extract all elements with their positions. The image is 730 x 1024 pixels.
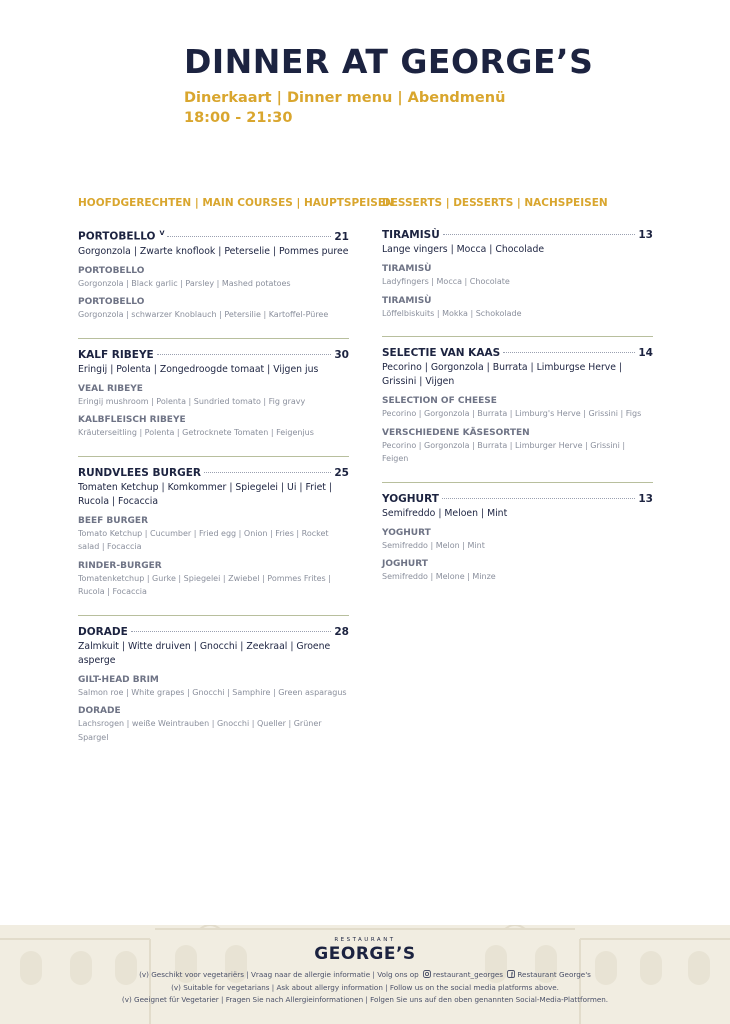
dish-name: KALF RIBEYE	[78, 348, 154, 361]
dish-price: 30	[334, 348, 349, 361]
dotted-leader	[442, 498, 636, 499]
dish-description-en: Salmon roe | White grapes | Gnocchi | Samphire | Green asparagus	[78, 687, 347, 697]
instagram-icon[interactable]	[423, 970, 431, 980]
dotted-leader	[443, 234, 636, 235]
dish-description-nl: Zalmkuit | Witte druiven | Gnocchi | Zeekraal | Groene asperge	[78, 640, 331, 666]
dish-name-en: BEEF BURGER	[78, 515, 149, 526]
logo-small-caption: RESTAURANT	[334, 937, 396, 943]
dish-price: 25	[334, 466, 349, 479]
dish-price: 28	[334, 625, 349, 638]
footer	[0, 925, 730, 1024]
menu-item	[78, 349, 349, 450]
dish-name-en: SELECTION OF CHEESE	[382, 396, 497, 406]
dish-description-en: Semifreddo | Melon | Mint	[382, 540, 485, 550]
dish-name: SELECTIE VAN KAAS	[382, 347, 501, 359]
footer-line-nl: (v) Geschikt voor vegetariërs | Vraag naar de allergie informatie | Volg ons op restaurant_georges Restaurant George's	[139, 970, 591, 979]
menu-item	[382, 229, 653, 330]
dish-description-nl: Eringij | Polenta | Zongedroogde tomaat | Vijgen jus	[78, 363, 319, 375]
divider	[78, 338, 349, 339]
dish-name-en: PORTOBELLO	[78, 265, 145, 276]
dish-description-de: Semifreddo | Melone | Minze	[382, 572, 496, 581]
dish-name-de: RINDER-BURGER	[78, 560, 162, 571]
main-courses-heading: HOOFDGERECHTEN | MAIN COURSES | HAUPTSPEISEN	[78, 197, 394, 209]
footer-line-de: (v) Geeignet für Vegetarier | Fragen Sie nach Allergieinformationen | Folgen Sie uns auf den oben genannten Social-Media-Plattformen.	[121, 995, 609, 1004]
divider	[382, 482, 653, 483]
dish-description-de: Gorgonzola | schwarzer Knoblauch | Petersilie | Kartoffel-Püree	[78, 310, 329, 319]
dish-name-de: TIRAMISÙ	[382, 295, 432, 306]
dish-name: YOGHURT	[382, 492, 439, 505]
dish-name-de: KALBFLEISCH RIBEYE	[78, 415, 186, 425]
divider	[382, 336, 653, 337]
dish-description-nl: Semifreddo | Meloen | Mint	[382, 507, 508, 519]
dotted-leader	[503, 352, 635, 353]
dotted-leader	[157, 354, 332, 355]
dish-description-de: Lachsrogen | weiße Weintrauben | Gnocchi | Queller | Grüner Spargel	[78, 719, 322, 742]
facebook-icon[interactable]	[507, 970, 515, 980]
dish-name-en: VEAL RIBEYE	[78, 383, 143, 394]
dish-name-en: GILT-HEAD BRIM	[78, 674, 159, 685]
dish-name: RUNDVLEES BURGER	[78, 466, 201, 479]
dish-description-en: Gorgonzola | Black garlic | Parsley | Mashed potatoes	[78, 278, 291, 288]
dish-name-en: TIRAMISÙ	[382, 264, 432, 274]
dish-description-de: Pecorino | Gorgonzola | Burrata | Limburger Herve | Grissini | Feigen	[382, 440, 626, 463]
menu-item	[78, 229, 349, 332]
dish-name-de: DORADE	[78, 706, 121, 716]
dish-description-en: Pecorino | Gorgonzola | Burrata | Limburg's Herve | Grissini | Figs	[382, 409, 642, 418]
dish-description-en: Tomato Ketchup | Cucumber | Fried egg | Onion | Fries | Rocket salad | Focaccia	[78, 528, 329, 551]
menu-item	[382, 493, 653, 594]
dish-name: DORADE	[78, 625, 128, 638]
instagram-handle[interactable]: restaurant_georges	[433, 970, 504, 979]
dish-description-nl: Tomaten Ketchup | Komkommer | Spiegelei | Ui | Friet | Rucola | Focaccia	[78, 481, 333, 507]
main-courses-column	[78, 197, 394, 754]
dish-name-de: JOGHURT	[382, 559, 428, 569]
menu-item	[78, 467, 349, 609]
dish-name: PORTOBELLO $^V$	[78, 229, 165, 243]
facebook-page-name[interactable]: Restaurant George's	[517, 970, 591, 979]
dish-description-de: Tomatenketchup | Gurke | Spiegelei | Zwiebel | Pommes Frites | Rucola | Focaccia	[78, 573, 331, 596]
dotted-leader	[167, 236, 331, 237]
restaurant-logo: GEORGE’S	[314, 944, 416, 964]
dish-description-de: Löffelbiskuits | Mokka | Schokolade	[382, 308, 522, 318]
dish-name: TIRAMISÙ	[382, 229, 440, 241]
divider	[78, 615, 349, 616]
dish-description-nl: Lange vingers | Mocca | Chocolade	[382, 244, 545, 255]
dish-price: 13	[638, 229, 653, 241]
dish-name-de: VERSCHIEDENE KÄSESORTEN	[382, 427, 530, 438]
dish-price: 21	[334, 230, 349, 243]
dish-price: 14	[638, 347, 653, 359]
desserts-heading: DESSERTS | DESSERTS | NACHSPEISEN	[382, 197, 608, 209]
vegetarian-mark: V	[159, 229, 165, 237]
menu-item	[78, 626, 349, 755]
dotted-leader	[204, 472, 331, 473]
divider	[78, 456, 349, 457]
dish-description-en: Ladyfingers | Mocca | Chocolate	[382, 277, 510, 286]
opening-hours: 18:00 - 21:30	[184, 110, 293, 126]
dish-description-de: Kräuterseitling | Polenta | Getrocknete Tomaten | Feigenjus	[78, 428, 314, 437]
menu-item	[382, 347, 653, 476]
footer-line-en: (v) Suitable for vegetarians | Ask about allergy information | Follow us on the social media platforms above.	[171, 983, 559, 992]
dish-description-nl: Pecorino | Gorgonzola | Burrata | Limburgse Herve | Grissini | Vijgen	[382, 362, 623, 387]
dish-description-nl: Gorgonzola | Zwarte knoflook | Peterselie | Pommes puree	[78, 245, 349, 257]
dish-price: 13	[638, 492, 653, 505]
dish-name-en: YOGHURT	[382, 527, 431, 538]
page-title: DINNER AT GEORGE’S	[184, 42, 594, 81]
dotted-leader	[131, 631, 332, 632]
dish-name-de: PORTOBELLO	[78, 297, 145, 307]
dish-description-en: Eringij mushroom | Polenta | Sundried tomato | Fig gravy	[78, 396, 306, 406]
desserts-column	[382, 197, 653, 594]
menu-subtitle: Dinerkaart | Dinner menu | Abendmenü	[184, 90, 506, 106]
